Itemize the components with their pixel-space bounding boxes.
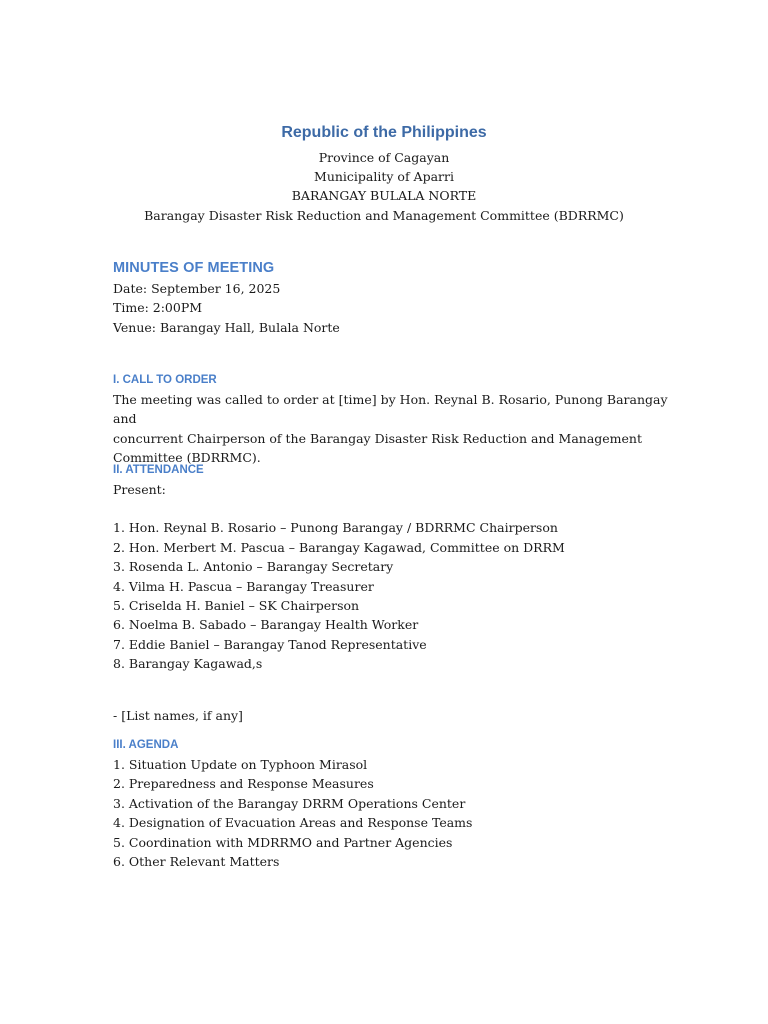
attendee-item: 7. Eddie Baniel – Barangay Tanod Representative — [113, 636, 427, 652]
agenda-list — [113, 755, 673, 871]
meeting-date: Date: September 16, 2025 — [113, 281, 281, 296]
header-line-committee: Barangay Disaster Risk Reduction and Management Committee (BDRRMC) — [144, 208, 624, 223]
agenda-item: 6. Other Relevant Matters — [113, 854, 280, 870]
attendee-item: 3. Rosenda L. Antonio – Barangay Secretary — [113, 559, 394, 575]
agenda-heading: III. AGENDA — [113, 739, 179, 751]
attendee-item: 2. Hon. Merbert M. Pascua – Barangay Kagawad, Committee on DRRM — [113, 539, 565, 555]
attendance-heading: II. ATTENDANCE — [113, 464, 204, 476]
document-title: Republic of the Philippines — [281, 124, 487, 141]
agenda-section — [113, 737, 673, 871]
call-to-order-line-1: The meeting was called to order at [time] by Hon. Reynal B. Rosario, Punong Barangay and — [113, 392, 668, 427]
attendee-item: 1. Hon. Reynal B. Rosario – Punong Barangay / BDRRMC Chairperson — [113, 520, 558, 536]
meeting-venue: Venue: Barangay Hall, Bulala Norte — [113, 319, 340, 335]
attendee-item: 4. Vilma H. Pascua – Barangay Treasurer — [113, 578, 374, 594]
header-line-province: Province of Cagayan — [318, 150, 450, 165]
absent-placeholder: - [List names, if any] — [113, 707, 243, 723]
agenda-item: 3. Activation of the Barangay DRRM Operations Center — [113, 795, 466, 811]
attendance-section — [113, 462, 673, 725]
call-to-order-section — [113, 372, 673, 468]
call-to-order-line-3: Committee (BDRRMC). — [113, 450, 261, 466]
present-label: Present: — [113, 482, 166, 497]
agenda-item: 5. Coordination with MDRRMO and Partner Agencies — [113, 834, 453, 850]
meeting-time: Time: 2:00PM — [113, 300, 203, 316]
minutes-section — [113, 258, 673, 337]
agenda-item: 4. Designation of Evacuation Areas and Response Teams — [113, 815, 473, 831]
attendee-item: 8. Barangay Kagawad,s — [113, 656, 263, 672]
call-to-order-heading: I. CALL TO ORDER — [113, 374, 217, 386]
call-to-order-line-2: concurrent Chairperson of the Barangay Disaster Risk Reduction and Management — [113, 430, 643, 446]
attendee-item: 6. Noelma B. Sabado – Barangay Health Worker — [113, 617, 419, 633]
attendance-list — [113, 518, 673, 673]
minutes-heading: MINUTES OF MEETING — [113, 260, 275, 276]
attendee-item: 5. Criselda H. Baniel – SK Chairperson — [113, 598, 360, 614]
header-line-barangay: BARANGAY BULALA NORTE — [291, 188, 477, 203]
agenda-item: 2. Preparedness and Response Measures — [113, 776, 374, 792]
header-line-municipality: Municipality of Aparri — [314, 169, 454, 184]
agenda-item: 1. Situation Update on Typhoon Mirasol — [113, 757, 368, 772]
